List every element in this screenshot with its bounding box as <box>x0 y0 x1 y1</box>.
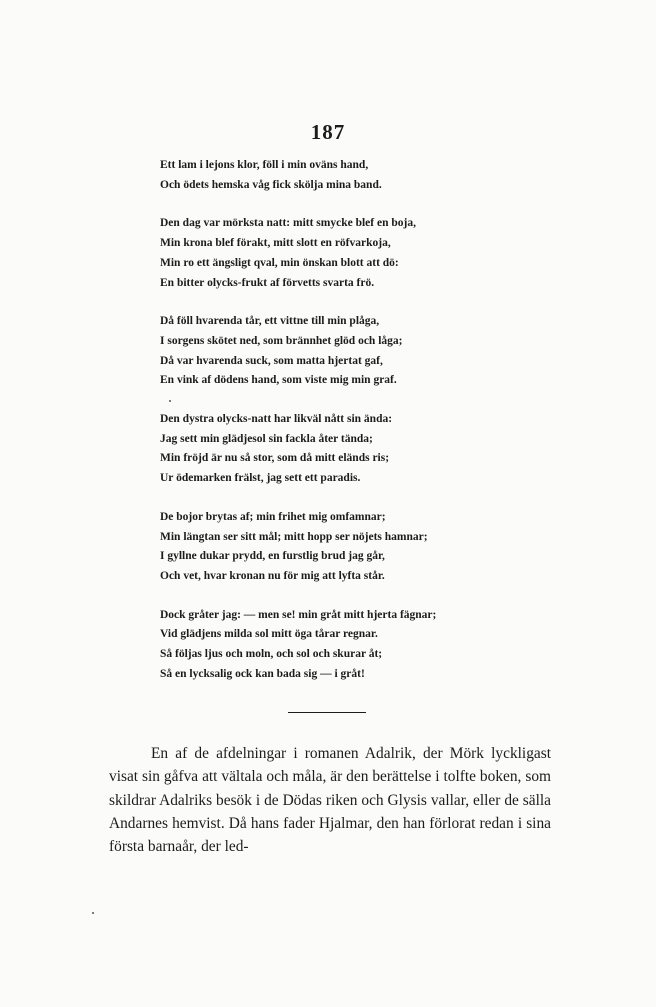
ink-speck <box>169 400 171 402</box>
poem-line: Så följas ljus och moln, och sol och skurar åt; <box>160 648 383 661</box>
poem-line: En bitter olycks-frukt af förvetts svarta frö. <box>160 276 375 289</box>
poem-line: Den dag var mörksta natt: mitt smycke blef en boja, <box>160 217 416 230</box>
poem-line: Ett lam i lejons klor, föll i min oväns hand, <box>160 159 369 171</box>
poem-line: Min ro ett ängsligt qval, min önskan blott att dö: <box>160 256 399 269</box>
poem-line: Och ödets hemska våg fick skölja mina band. <box>160 178 382 191</box>
ink-speck <box>92 912 94 914</box>
stanza <box>160 312 560 391</box>
prose-paragraph: En af de afdelningar i romanen Adalrik, der Mörk lyckligast visat sin gåfva att vältala och måla, är den berättelse i tolfte boken, som skildrar Adalriks besök i de Dödas riken och Glysis vallar, eller de sälla Andarnes hemvist. Då hans fader Hjalmar, den han förlorat redan i sina första barnaår, der led- <box>109 745 551 856</box>
poem-line: Min längtan ser sitt mål; mitt hopp ser nöjets hamnar; <box>160 530 428 543</box>
section-divider <box>288 712 366 713</box>
stanza <box>160 410 560 489</box>
poem <box>160 156 560 703</box>
poem-line: Då var hvarenda suck, som matta hjertat gaf, <box>160 354 383 367</box>
stanza <box>160 606 560 685</box>
poem-line: Min fröjd är nu så stor, som då mitt eländs ris; <box>160 452 390 465</box>
poem-line: Vid glädjens milda sol mitt öga tårar regnar. <box>160 628 378 641</box>
poem-line: I sorgens skötet ned, som brännhet glöd och låga; <box>160 334 403 347</box>
page-number: 187 <box>310 120 346 144</box>
stanza <box>160 508 560 587</box>
poem-line: Och vet, hvar kronan nu för mig att lyfta står. <box>160 569 385 582</box>
poem-line: Den dystra olycks-natt har likväl nått sin ända: <box>160 413 393 426</box>
poem-line: Då föll hvarenda tår, ett vittne till min plåga, <box>160 315 380 328</box>
poem-line: De bojor brytas af; min frihet mig omfamnar; <box>160 510 386 523</box>
poem-line: Så en lycksalig ock kan bada sig — i gråt! <box>160 667 365 680</box>
poem-line: I gyllne dukar prydd, en furstlig brud jag går, <box>160 550 385 563</box>
poem-line: En vink af dödens hand, som viste mig min graf. <box>160 374 397 387</box>
stanza <box>160 156 560 195</box>
poem-line: Jag sett min glädjesol sin fackla åter tända; <box>160 432 373 445</box>
poem-line: Dock gråter jag: — men se! min gråt mitt hjerta fägnar; <box>160 608 437 621</box>
stanza <box>160 214 560 293</box>
poem-line: Ur ödemarken frälst, jag sett ett paradis. <box>160 472 361 485</box>
poem-line: Min krona blef förakt, mitt slott en röfvarkoja, <box>160 237 391 250</box>
